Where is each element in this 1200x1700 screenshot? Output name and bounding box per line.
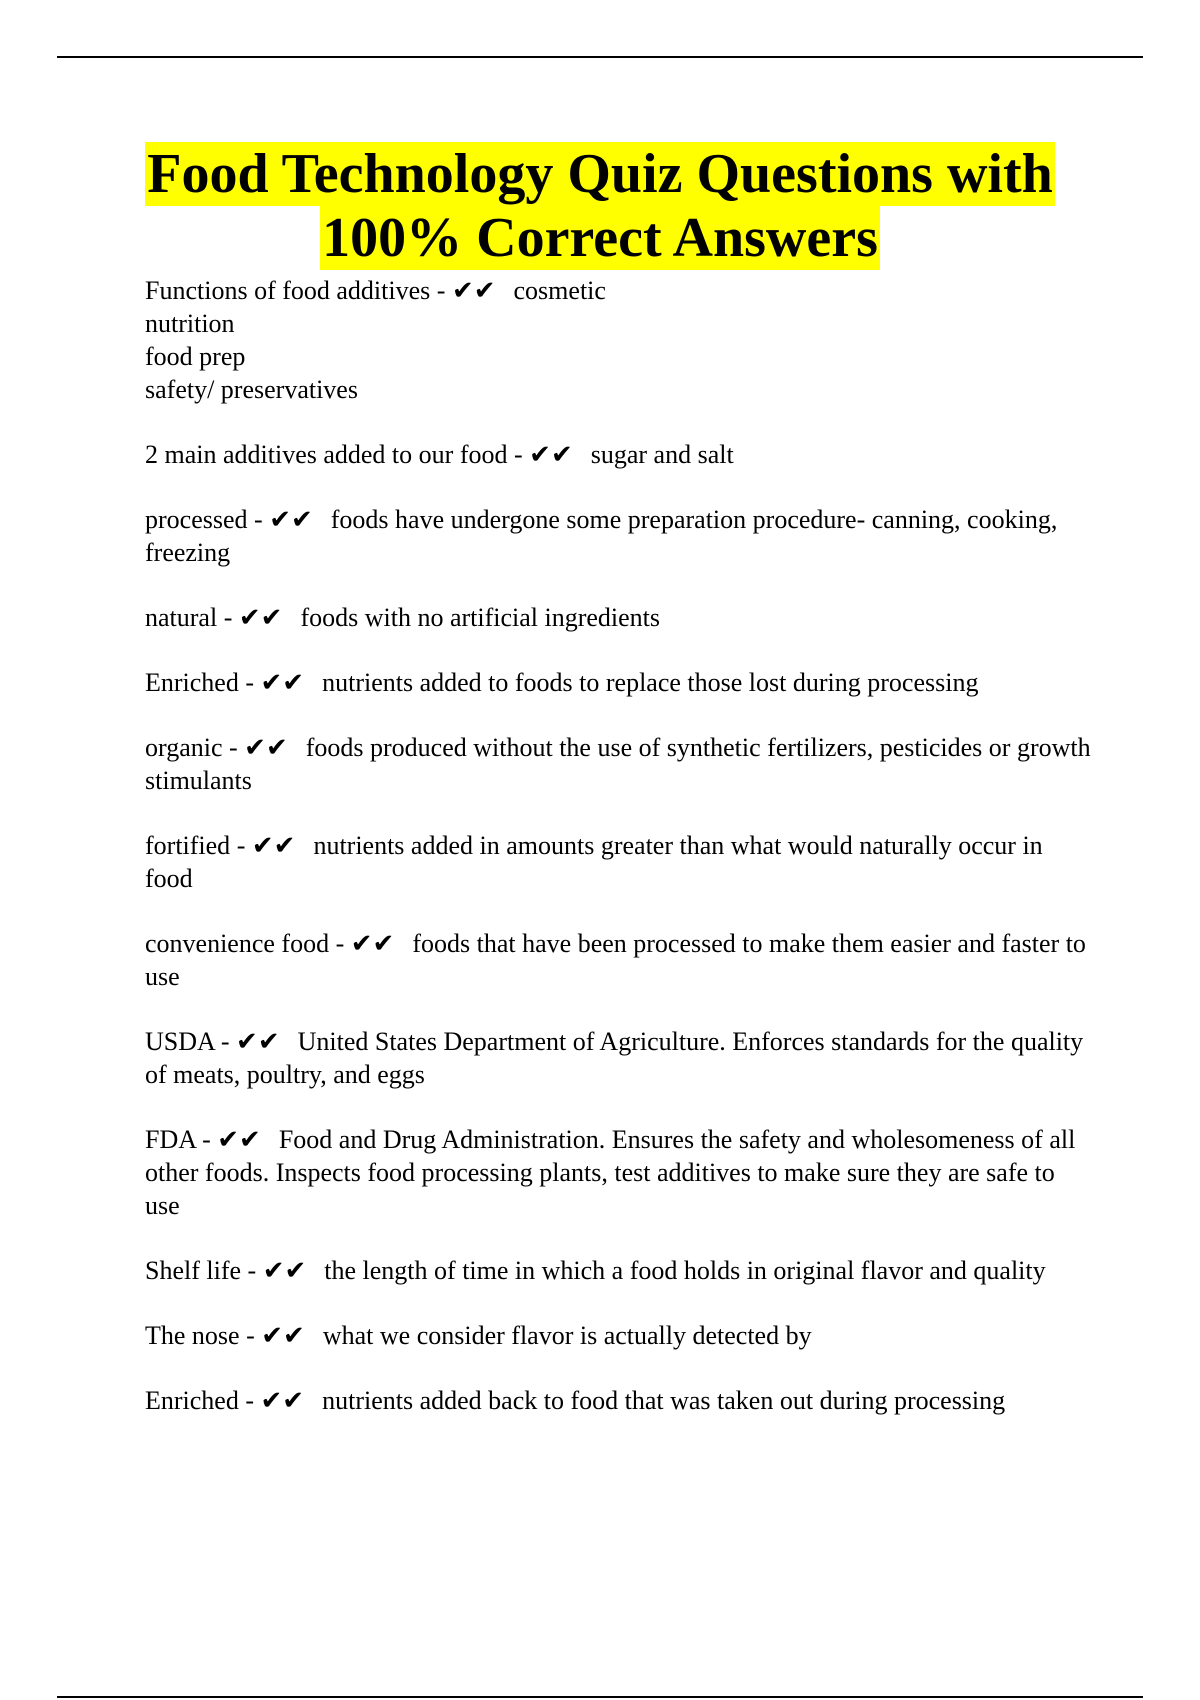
qa-answer: cosmetic [513, 276, 606, 305]
qa-term: natural [145, 603, 218, 632]
qa-answer: nutrients added back to food that was taken out during processing [322, 1386, 1006, 1415]
title-line-2: 100% Correct Answers [322, 207, 878, 269]
check-icon: ✔✔ [262, 1256, 307, 1285]
qa-separator: - [195, 1125, 218, 1154]
check-icon: ✔✔ [451, 276, 496, 305]
top-rule [57, 56, 1143, 58]
qa-separator: - [507, 440, 530, 469]
qa-answer: foods with no artificial ingredients [300, 603, 661, 632]
qa-item [145, 274, 1095, 406]
qa-list [145, 274, 1095, 1449]
qa-item [145, 1319, 1095, 1352]
document-title [0, 142, 1200, 270]
qa-separator: - [238, 1386, 261, 1415]
qa-term: processed [145, 505, 248, 534]
check-icon: ✔✔ [529, 440, 573, 469]
qa-answer: sugar and salt [590, 440, 734, 469]
qa-answer: foods that have been processed to make them easier and faster to use [145, 929, 1086, 991]
qa-answer: the length of time in which a food holds in original flavor and quality [324, 1256, 1046, 1285]
qa-term: The nose [145, 1321, 240, 1350]
qa-item [145, 666, 1095, 699]
check-icon: ✔✔ [244, 733, 288, 762]
qa-separator: - [241, 1256, 263, 1285]
qa-answer: nutrients added to foods to replace those lost during processing [322, 668, 979, 697]
qa-term: organic [145, 733, 223, 762]
qa-term: FDA [145, 1125, 196, 1154]
check-icon: ✔✔ [350, 929, 395, 958]
qa-answer-line: nutrition [145, 309, 235, 338]
qa-answer: foods have undergone some preparation procedure- canning, cooking, freezing [145, 505, 1058, 567]
check-icon: ✔✔ [261, 1321, 305, 1350]
qa-separator: - [430, 276, 452, 305]
check-icon: ✔✔ [269, 505, 313, 534]
qa-term: Functions of food additives [145, 276, 431, 305]
qa-item [145, 438, 1095, 471]
qa-term: fortified [145, 831, 231, 860]
qa-item [145, 1384, 1095, 1417]
qa-answer: nutrients added in amounts greater than what would naturally occur in food [145, 831, 1043, 893]
qa-separator: - [230, 831, 252, 860]
qa-item [145, 1025, 1095, 1091]
qa-answer: United States Department of Agriculture. Enforces standards for the quality of meats, poultry, and eggs [145, 1027, 1084, 1089]
qa-separator: - [238, 668, 261, 697]
check-icon: ✔✔ [236, 1027, 280, 1056]
qa-term: Shelf life [145, 1256, 242, 1285]
qa-answer-line: food prep [145, 342, 246, 371]
check-icon: ✔✔ [260, 1386, 305, 1415]
check-icon: ✔✔ [260, 668, 305, 697]
qa-term: Enriched [145, 668, 239, 697]
qa-term: Enriched [145, 1386, 239, 1415]
qa-item [145, 503, 1095, 569]
qa-separator: - [214, 1027, 237, 1056]
qa-separator: - [247, 505, 270, 534]
qa-separator: - [222, 733, 245, 762]
check-icon: ✔✔ [251, 831, 296, 860]
qa-item [145, 601, 1095, 634]
qa-item [145, 829, 1095, 895]
qa-answer: foods produced without the use of synthetic fertilizers, pesticides or growth stimulants [145, 733, 1091, 795]
check-icon: ✔✔ [217, 1125, 261, 1154]
qa-answer: what we consider flavor is actually detected by [322, 1321, 812, 1350]
qa-answer: Food and Drug Administration. Ensures the safety and wholesomeness of all other foods. Inspects food processing plants, test additives to make sure they are safe to use [145, 1125, 1076, 1220]
qa-item [145, 1254, 1095, 1287]
qa-term: 2 main additives added to our food [145, 440, 508, 469]
qa-item [145, 731, 1095, 797]
bottom-rule [57, 1696, 1143, 1698]
qa-separator: - [217, 603, 239, 632]
qa-answer-line: safety/ preservatives [145, 375, 358, 404]
qa-separator: - [329, 929, 351, 958]
title-line-1: Food Technology Quiz Questions with [147, 143, 1053, 205]
qa-separator: - [239, 1321, 262, 1350]
qa-term: USDA [145, 1027, 215, 1056]
qa-item [145, 1123, 1095, 1222]
qa-term: convenience food [145, 929, 330, 958]
check-icon: ✔✔ [238, 603, 283, 632]
qa-item [145, 927, 1095, 993]
